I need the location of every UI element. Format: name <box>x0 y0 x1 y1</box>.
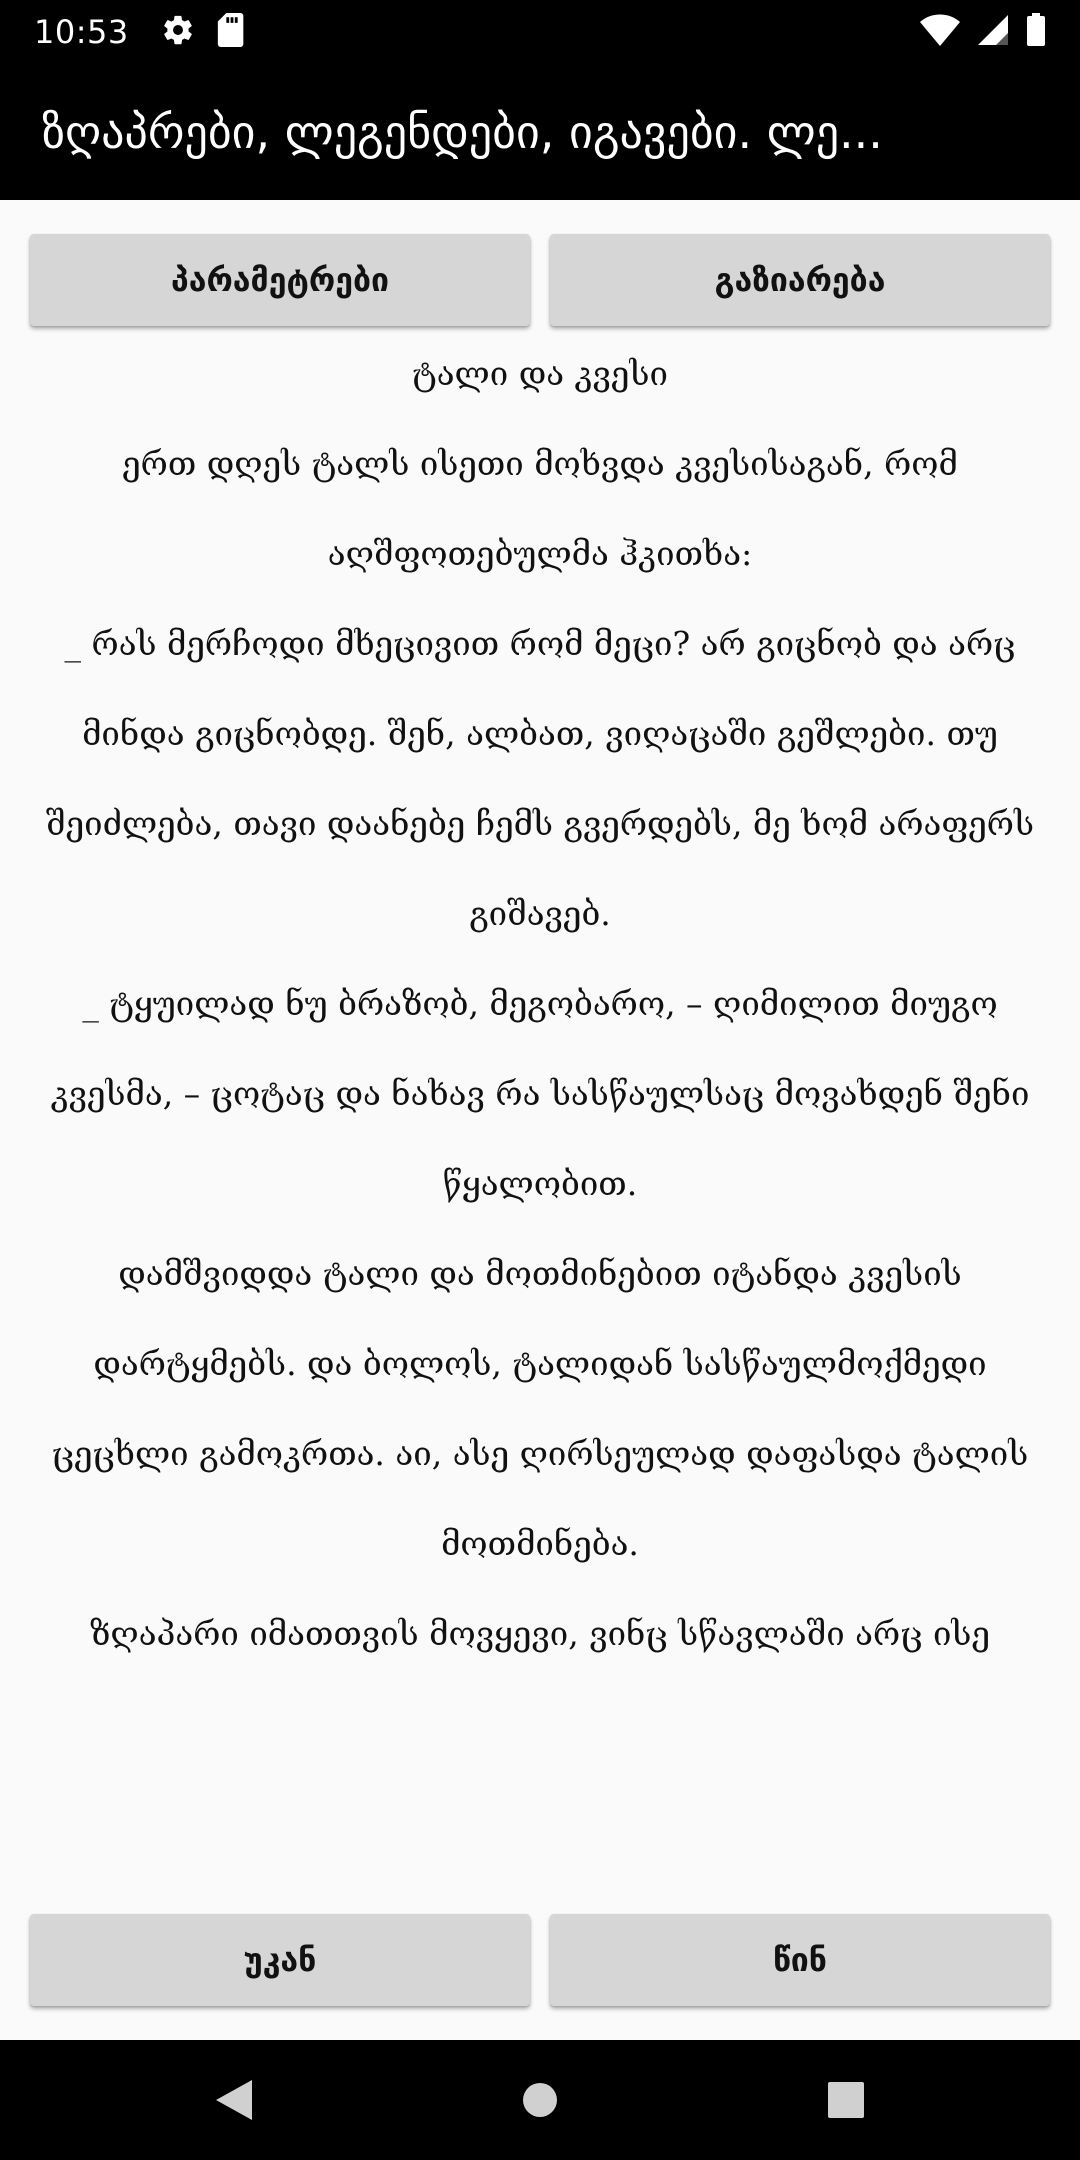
cell-signal-icon <box>976 13 1010 51</box>
gear-icon <box>161 13 195 51</box>
recents-square-icon[interactable] <box>816 2070 876 2130</box>
settings-button[interactable]: პარამეტრები <box>30 234 530 326</box>
wifi-icon <box>920 13 960 51</box>
story-paragraph: ერთ დღეს ტალს ისეთი მოხვდა კვესისაგან, რომ <box>122 444 958 483</box>
story-paragraph: კვესმა, – ცოტაც და ნახავ რა სასწაულსაც მოვახდენ შენი <box>50 1074 1030 1113</box>
story-text[interactable] <box>14 352 1066 1852</box>
story-paragraph: შეიძლება, თავი დაანებე ჩემს გვერდებს, მე ხომ არაფერს <box>46 804 1034 843</box>
story-paragraph: _ რას მერჩოდი მხეცივით რომ მეცი? არ გიცნობ და არც <box>64 624 1016 663</box>
story-paragraph: აღშფოთებულმა ჰკითხა: <box>327 534 753 573</box>
story-paragraph: ცეცხლი გამოკრთა. აი, ასე ღირსეულად დაფასდა ტალის <box>51 1434 1029 1473</box>
story-title: ტალი და კვესი <box>412 354 668 393</box>
story-paragraph: ზღაპარი იმათთვის მოვყევი, ვინც სწავლაში არც ისე <box>90 1614 990 1653</box>
story-paragraph: მოთმინება. <box>441 1524 639 1563</box>
story-paragraph: მინდა გიცნობდე. შენ, ალბათ, ვიღაცაში გეშლები. თუ <box>82 714 998 753</box>
home-circle-icon[interactable] <box>510 2070 570 2130</box>
status-left-icons <box>161 13 247 51</box>
sd-card-icon <box>217 13 247 51</box>
app-title: ზღაპრები, ლეგენდები, იგავები. ლე... <box>42 104 883 159</box>
share-button[interactable]: გაზიარება <box>550 234 1050 326</box>
app-bar <box>0 63 1080 200</box>
story-paragraph: დარტყმებს. და ბოლოს, ტალიდან სასწაულმოქმედი <box>93 1344 987 1383</box>
battery-icon <box>1026 13 1046 51</box>
status-right-icons <box>920 13 1046 51</box>
story-paragraph: _ ტყუილად ნუ ბრაზობ, მეგობარო, – ღიმილით მიუგო <box>82 984 998 1023</box>
story-paragraph: დამშვიდდა ტალი და მოთმინებით იტანდა კვესის <box>118 1254 962 1293</box>
forward-button[interactable]: წინ <box>550 1914 1050 2006</box>
system-nav-bar <box>0 2040 1080 2160</box>
story-paragraph: გიშავებ. <box>469 894 611 933</box>
back-triangle-icon[interactable] <box>204 2070 264 2130</box>
story-paragraph: წყალობით. <box>442 1164 638 1203</box>
back-button[interactable]: უკან <box>30 1914 530 2006</box>
status-bar <box>0 0 1080 63</box>
status-time: 10:53 <box>34 12 129 51</box>
